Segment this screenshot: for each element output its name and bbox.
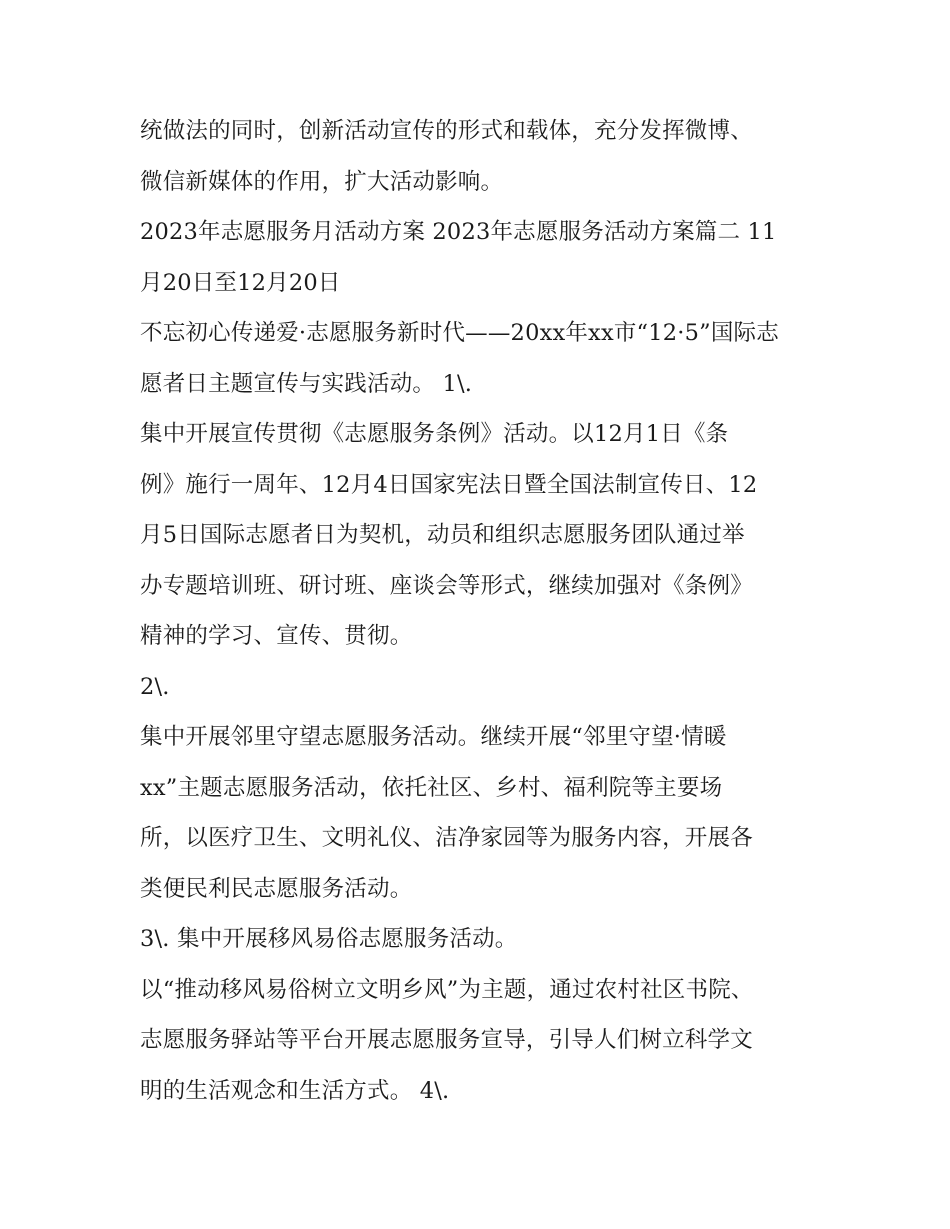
- text-line: 2023年志愿服务月活动方案 2023年志愿服务活动方案篇二 11: [140, 219, 777, 245]
- text-line: 不忘初心传递爱·志愿服务新时代——20xx年xx市“12·5”国际志: [140, 320, 779, 346]
- text-line: 办专题培训班、研讨班、座谈会等形式，继续加强对《条例》: [140, 572, 753, 599]
- text-line: xx”主题志愿服务活动，依托社区、乡村、福利院等主要场: [140, 774, 723, 801]
- text-line: 2\.: [140, 673, 170, 700]
- text-line: 例》施行一周年、12月4日国家宪法日暨全国法制宣传日、12: [140, 471, 758, 498]
- text-line: 集中开展宣传贯彻《志愿服务条例》活动。以12月1日《条: [140, 421, 729, 447]
- text-line: 精神的学习、宣传、贯彻。: [140, 623, 413, 649]
- text-line: 微信新媒体的作用，扩大活动影响。: [140, 168, 504, 195]
- text-line: 统做法的同时，创新活动宣传的形式和载体，充分发挥微博、: [140, 118, 753, 144]
- text-line: 志愿服务驿站等平台开展志愿服务宣导，引导人们树立科学文: [140, 1027, 753, 1053]
- text-line: 类便民利民志愿服务活动。: [140, 875, 413, 902]
- text-line: 愿者日主题宣传与实践活动。 1\.: [140, 370, 473, 397]
- text-line: 以“推动移风易俗树立文明乡风”为主题，通过农村社区书院、: [140, 976, 754, 1003]
- text-line: 月20日至12月20日: [140, 269, 341, 296]
- text-line: 明的生活观念和生活方式。 4\.: [140, 1077, 450, 1104]
- document-body: [140, 106, 820, 1116]
- text-line: 3\. 集中开展移风易俗志愿服务活动。: [140, 926, 518, 952]
- text-line: 集中开展邻里守望志愿服务活动。继续开展“邻里守望·情暖: [140, 724, 727, 750]
- text-line: 月5日国际志愿者日为契机，动员和组织志愿服务团队通过举: [140, 522, 745, 548]
- text-line: 所，以医疗卫生、文明礼仪、洁净家园等为服务内容，开展各: [140, 825, 753, 851]
